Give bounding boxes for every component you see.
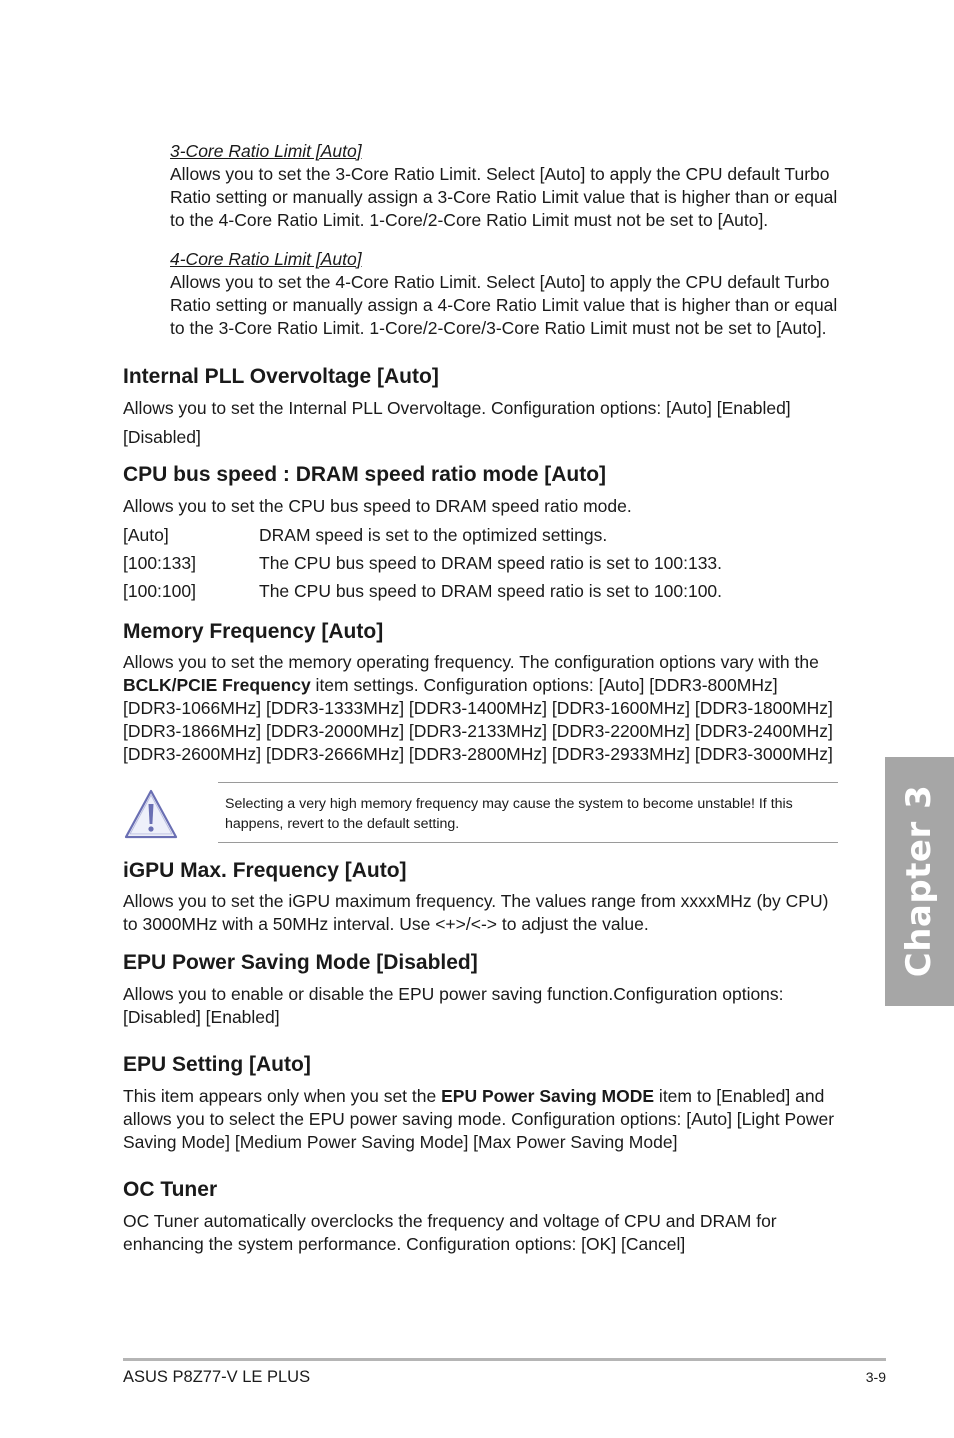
internal-pll-line2: [Disabled]	[123, 427, 201, 447]
bclk-pcie-frequency-term: BCLK/PCIE Frequency	[123, 675, 311, 695]
footer-product-name: ASUS P8Z77-V LE PLUS	[123, 1368, 311, 1386]
oc-tuner-body: OC Tuner automatically overclocks the frequency and voltage of CPU and DRAM for enhancing the system performance. Configuration options: [OK] [Cancel]	[123, 1211, 777, 1254]
heading-epu-setting: EPU Setting [Auto]	[123, 1053, 311, 1076]
epu-power-saving-mode-term: EPU Power Saving MODE	[441, 1086, 655, 1106]
chapter-tab	[885, 757, 954, 1006]
cpu-bus-intro: Allows you to set the CPU bus speed to DRAM speed ratio mode.	[123, 496, 632, 516]
footer-page-number: 3-9	[865, 1369, 886, 1385]
heading-epu-power-saving-mode: EPU Power Saving Mode [Disabled]	[123, 951, 478, 974]
subsection-body-4core: Allows you to set the 4-Core Ratio Limit. Select [Auto] to apply the CPU default Turbo Ratio setting or manually assign a 4-Core Ratio Limit value that is higher than or equal to the 3-Core Ratio Limit. 1-Core/2-Core/3-Core Ratio Limit must not be set to [Auto].	[170, 272, 838, 338]
option-desc: The CPU bus speed to DRAM speed ratio is set to 100:100.	[259, 581, 723, 601]
warning-triangle-icon	[124, 788, 178, 840]
epu-setting-text-a: This item appears only when you set the	[123, 1086, 442, 1106]
memory-frequency-text-b: item settings. Configuration options: [Auto] [DDR3-800MHz] [DDR3-1066MHz] [DDR3-1333MHz] [DDR3-1400MHz] [DDR3-1600MHz] [DDR3-1800MHz] [DDR3-1866MHz] [DDR3-2000MHz] [DDR3-2133MHz] [DDR3-2200MHz] [DDR3-2400MHz] [DDR3-2600MHz] [DDR3-2666MHz] [DDR3-2800MHz] [DDR3-2933MHz] [DDR3-3000MHz]	[123, 675, 833, 764]
note-bottom-divider	[218, 842, 838, 843]
heading-igpu-max-frequency: iGPU Max. Frequency [Auto]	[123, 859, 407, 882]
footer-rule	[123, 1358, 886, 1361]
caution-text: Selecting a very high memory frequency may cause the system to become unstable! If this happens, revert to the default setting.	[225, 796, 793, 832]
subsection-title-3core: 3-Core Ratio Limit [Auto]	[170, 141, 362, 161]
option-key: [100:100]	[123, 581, 196, 601]
heading-internal-pll: Internal PLL Overvoltage [Auto]	[123, 365, 439, 388]
memory-frequency-body	[123, 651, 835, 766]
option-key: [Auto]	[123, 525, 169, 545]
option-key: [100:133]	[123, 553, 196, 573]
memory-frequency-text-a: Allows you to set the memory operating frequency. The configuration options vary with the	[123, 652, 819, 672]
heading-oc-tuner: OC Tuner	[123, 1178, 218, 1201]
heading-memory-frequency: Memory Frequency [Auto]	[123, 620, 384, 643]
epu-mode-body: Allows you to enable or disable the EPU power saving function.Configuration options: [Disabled] [Enabled]	[123, 984, 784, 1027]
subsection-body-3core: Allows you to set the 3-Core Ratio Limit. Select [Auto] to apply the CPU default Turbo Ratio setting or manually assign a 3-Core Ratio Limit value that is higher than or equal to the 4-Core Ratio Limit. 1-Core/2-Core Ratio Limit must not be set to [Auto].	[170, 164, 838, 230]
option-desc: The CPU bus speed to DRAM speed ratio is set to 100:133.	[259, 553, 723, 573]
igpu-body: Allows you to set the iGPU maximum frequency. The values range from xxxxMHz (by CPU) to 3000MHz with a 50MHz interval. Use <+>/<-> to adjust the value.	[123, 891, 829, 934]
chapter-tab-label: Chapter 3	[899, 784, 939, 978]
subsection-title-4core: 4-Core Ratio Limit [Auto]	[170, 249, 362, 269]
epu-setting-body	[123, 1085, 835, 1154]
internal-pll-line1: Allows you to set the Internal PLL Overvoltage. Configuration options: [Auto] [Enabled]	[123, 398, 791, 418]
note-top-divider	[218, 782, 838, 783]
option-desc: DRAM speed is set to the optimized settings.	[259, 525, 608, 545]
epu-setting-text-b: item to [Enabled] and allows you to select the EPU power saving mode. Configuration options: [Auto] [Light Power Saving Mode] [Medium Power Saving Mode] [Max Power Saving Mode]	[123, 1086, 835, 1152]
heading-cpu-bus-speed: CPU bus speed : DRAM speed ratio mode [Auto]	[123, 463, 607, 486]
